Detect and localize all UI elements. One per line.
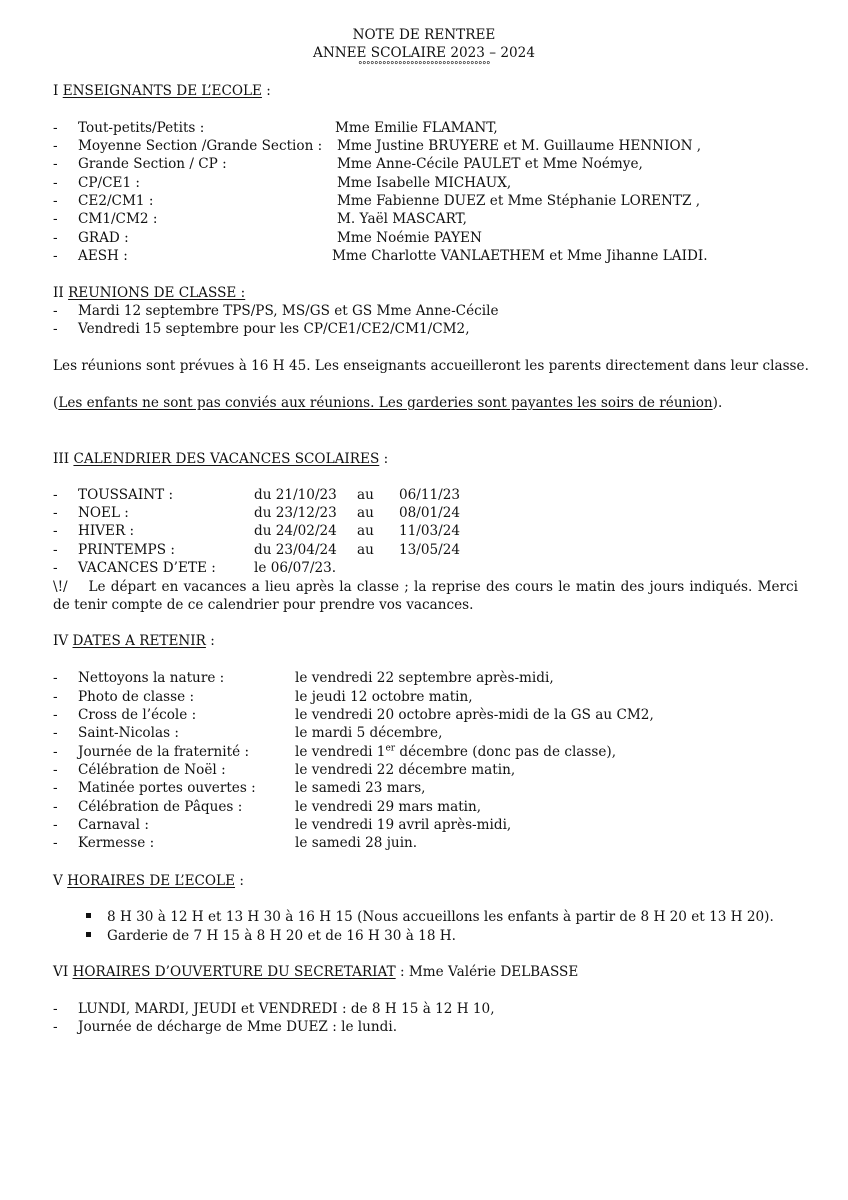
- section-title: HORAIRES D’OUVERTURE DU SECRETARIAT: [72, 964, 396, 980]
- document-subtitle: ANNEE SCOLAIRE 2023 – 2024: [313, 45, 535, 61]
- document-page: NOTE DE RENTREE ANNEE SCOLAIRE 2023 – 2024 °°°°°°°°°°°°°°°°°°°°°°°°°°°°°°°°° I ENSEIGNANTS DE L’ECOLE : - Tout-petits/Petits : Mme Emilie FLAMANT, - Moyenne Section /Grande Section : Mme Justine BRUYERE et M. Guillaume HENNION , - Grande Section / CP : Mme Anne-Cécile PAULET et Mme Noémye, - CP/CE1 : Mme Isabelle MICHAUX, - CE2/CM1 : Mme Fabienne DUEZ et Mme Stéphanie LORENTZ , - CM1/CM2 : M. Yaël MASCART, - GRAD : Mme Noémie PAYEN - AESH : Mme Charlotte VANLAETHEM et Mme Jihanne LAIDI. II REUNIONS DE CLASSE : - Mardi 12 septembre TPS/PS, MS/GS et GS Mme Anne-Cécile - Vendredi 15 septembre pour les CP/CE1/CE2/CM1/CM2, Les réunions sont prévues à 16 H 45. Les enseignants accueilleront les parents directement dans leur classe. (Les enfants ne sont pas conviés aux réunions. Les garderies sont payantes les soirs de réunion). III CALENDRIER DES VACANCES SCOLAIRES : - TOUSSAINT : du 21/10/23 au 06/11/23 - NOEL : du 23/12/23 au 08/01/24 - HIVER : du 24/02/24 au 11/03/24 - PRINTEMPS : du 23/04/24 au 13/05/24 - VACANCES D’ETE : le 06/07/23. \!/ Le départ en vacances a lieu après la classe ; la reprise des cours le matin des jours indiqués. Merci de tenir compte de ce calendrier pour prendre vos vacances. IV DATES A RETENIR : - Nettoyons la nature : le vendredi 22 septembre après-midi, - Photo de classe : le jeudi 12 octobre matin, - Cross de l’école : le vendredi 20 octobre après-midi de la GS au CM2, - Saint-Nicolas : le mardi 5 décembre, - Journée de la fraternité : le vendredi 1er décembre (donc pas de classe), - Célébration de Noël : le vendredi 22 décembre matin, - Matinée portes ouvertes : le samedi 23 mars, - Célébration de Pâques : le vendredi 29 mars matin, - Carnaval : le vendredi 19 avril après-midi, - Kermesse : le samedi 28 juin. V HORAIRES DE L’ECOLE : 8 H 30 à 12 H et 13 H 30 à 16 H 15 (Nous accueillons les enfants à partir de 8 H 20 et 13 H 20). Garderie de 7 H 15 à 8 H 20 et de 16 H 30 à 18 H. VI HORAIRES D’OUVERTURE DU SECRETARIAT : Mme Valérie DELBASSE - LUNDI, MARDI, JEUDI et VENDREDI : de 8 H 15 à 12 H 10, - Journée de décharge de Mme DUEZ : le lundi.: [0, 0, 848, 1200]
- warning-icon: \!/: [53, 579, 68, 595]
- section-title: DATES A RETENIR: [72, 633, 206, 649]
- bullet-icon: [86, 913, 91, 918]
- section-title: HORAIRES DE L’ECOLE: [67, 873, 236, 889]
- section-title: CALENDRIER DES VACANCES SCOLAIRES: [73, 451, 380, 467]
- document-title: NOTE DE RENTREE: [352, 27, 496, 43]
- section-title: ENSEIGNANTS DE L’ECOLE: [62, 83, 262, 99]
- section-heading-secretariat: VI HORAIRES D’OUVERTURE DU SECRETARIAT : Mme Valérie DELBASSE: [53, 964, 579, 980]
- section-heading-dates: IV DATES A RETENIR :: [53, 633, 215, 649]
- list-item: Garderie de 7 H 15 à 8 H 20 et de 16 H 30 à 18 H.: [86, 927, 456, 945]
- bullet-icon: [86, 932, 91, 937]
- section-heading-meetings: II REUNIONS DE CLASSE :: [53, 285, 246, 301]
- meetings-note: (Les enfants ne sont pas conviés aux réunions. Les garderies sont payantes les soirs de réunion).: [53, 395, 723, 411]
- section-heading-school-hours: V HORAIRES DE L’ECOLE :: [53, 873, 244, 889]
- section-title: REUNIONS DE CLASSE :: [68, 285, 246, 301]
- meetings-paragraph: Les réunions sont prévues à 16 H 45. Les enseignants accueilleront les parents directement dans leur classe.: [53, 358, 809, 374]
- title-ornament: °°°°°°°°°°°°°°°°°°°°°°°°°°°°°°°°°: [358, 61, 490, 71]
- section-heading-teachers: I ENSEIGNANTS DE L’ECOLE :: [53, 83, 271, 99]
- section-heading-holidays: III CALENDRIER DES VACANCES SCOLAIRES :: [53, 451, 389, 467]
- holidays-warning: \!/ Le départ en vacances a lieu après la classe ; la reprise des cours le matin des jours indiqués. Merci de tenir compte de ce calendrier pour prendre vos vacances.: [53, 579, 798, 613]
- list-item: 8 H 30 à 12 H et 13 H 30 à 16 H 15 (Nous accueillons les enfants à partir de 8 H 20 et 13 H 20).: [86, 908, 774, 926]
